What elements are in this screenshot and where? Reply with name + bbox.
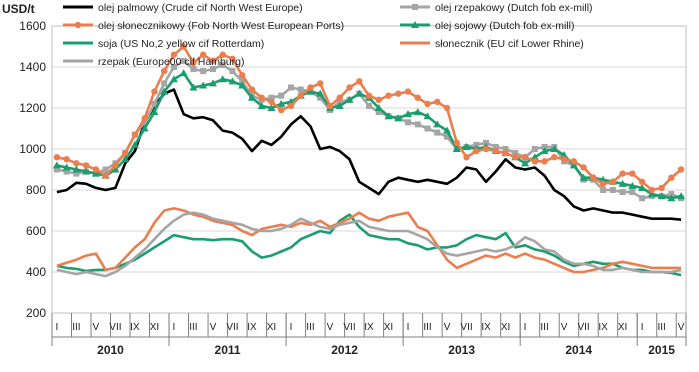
data-point [141, 115, 147, 121]
y-tick-label: 1000 [19, 142, 46, 156]
data-point [415, 95, 421, 101]
legend-label: olej słonecznikowy (Fob North West European Ports) [98, 20, 345, 32]
year-label: 2013 [448, 343, 476, 357]
data-point [434, 99, 440, 105]
data-point [473, 148, 479, 154]
data-point [239, 72, 245, 78]
data-point [600, 181, 606, 187]
data-point [610, 179, 616, 185]
data-point [639, 195, 645, 201]
y-tick-label: 200 [25, 306, 46, 320]
data-point [532, 158, 538, 164]
data-point [327, 103, 333, 109]
data-point [122, 150, 128, 156]
data-point [590, 175, 596, 181]
legend-label: olej sojowy (Dutch fob ex-mill) [435, 20, 575, 32]
legend-marker [75, 22, 81, 28]
data-point [54, 154, 60, 160]
x-tick-label: V [677, 322, 685, 333]
data-point [678, 166, 684, 172]
x-tick-label: III [306, 322, 315, 333]
data-point [502, 150, 508, 156]
data-point [405, 88, 411, 94]
y-axis-label: USD/t [2, 2, 35, 16]
x-tick-label: XI [149, 322, 160, 333]
year-label: 2015 [648, 343, 675, 357]
x-tick-label: VII [460, 322, 473, 333]
data-point [541, 158, 547, 164]
x-tick-label: III [72, 322, 81, 333]
data-point [259, 95, 265, 101]
x-tick-label: XI [500, 322, 511, 333]
data-point [610, 187, 616, 193]
data-point [561, 156, 567, 162]
data-point [522, 154, 528, 160]
x-tick-label: XI [617, 322, 628, 333]
x-tick-label: III [189, 322, 198, 333]
x-tick-label: XI [383, 322, 394, 333]
data-point [425, 126, 431, 132]
legend-marker [412, 4, 418, 10]
data-point [532, 146, 538, 152]
data-point [337, 95, 343, 101]
data-point [493, 148, 499, 154]
data-point [288, 85, 294, 91]
x-tick-label: IX [130, 322, 140, 333]
data-point [668, 175, 674, 181]
data-point [483, 146, 489, 152]
data-point [600, 187, 606, 193]
y-tick-label: 800 [25, 183, 46, 197]
data-point [454, 140, 460, 146]
series-4 [53, 69, 685, 201]
x-tick-label: V [443, 322, 451, 333]
data-point [366, 93, 372, 99]
data-point [102, 172, 108, 178]
x-tick-label: IX [247, 322, 257, 333]
data-point [298, 87, 304, 93]
data-point [200, 68, 206, 74]
data-point [405, 119, 411, 125]
x-tick-label: V [326, 322, 334, 333]
y-tick-label: 600 [25, 224, 46, 238]
data-point [298, 93, 304, 99]
data-point [444, 105, 450, 111]
data-point [288, 103, 294, 109]
x-tick-label: VII [577, 322, 590, 333]
data-point [132, 131, 138, 137]
data-point [317, 80, 323, 86]
data-point [93, 166, 99, 172]
x-tick-label: VII [343, 322, 356, 333]
data-point [385, 93, 391, 99]
x-tick-label: IX [481, 322, 491, 333]
year-label: 2011 [214, 343, 241, 357]
data-point [649, 187, 655, 193]
legend-item-5 [400, 38, 584, 50]
x-tick-label: III [540, 322, 549, 333]
series-line-6 [57, 213, 681, 277]
legend [63, 2, 593, 68]
data-point [83, 162, 89, 168]
data-point [161, 80, 167, 86]
x-tick-label: I [172, 322, 176, 333]
data-point [151, 88, 157, 94]
x-tick-label: XI [266, 322, 277, 333]
data-point [161, 68, 167, 74]
y-tick-label: 1200 [19, 101, 46, 115]
year-label: 2012 [331, 343, 358, 357]
data-point [366, 103, 372, 109]
x-tick-label: IX [598, 322, 608, 333]
x-tick-label: I [523, 322, 527, 333]
x-tick-label: I [406, 322, 410, 333]
series-layer [53, 43, 685, 276]
legend-label: słonecznik (EU cif Lower Rhine) [435, 38, 584, 50]
axes [19, 19, 686, 357]
data-point [395, 90, 401, 96]
x-tick-label: VII [226, 322, 239, 333]
y-tick-label: 1600 [19, 19, 46, 33]
x-tick-label: V [209, 322, 217, 333]
data-point [278, 93, 284, 99]
legend-item-0 [63, 2, 303, 14]
series-6 [57, 213, 681, 277]
year-label: 2014 [565, 343, 593, 357]
x-tick-label: I [640, 322, 644, 333]
data-point [658, 185, 664, 191]
series-3 [54, 58, 684, 201]
data-point [307, 84, 313, 90]
data-point [356, 78, 362, 84]
legend-label: olej rzepakowy (Dutch fob ex-mill) [435, 2, 593, 14]
data-point [112, 162, 118, 168]
legend-item-2 [63, 38, 264, 50]
x-tick-label: I [55, 322, 59, 333]
data-point [580, 164, 586, 170]
data-point [346, 84, 352, 90]
x-tick-label: V [92, 322, 100, 333]
data-point [424, 101, 430, 107]
legend-label: soja (US No,2 yellow cif Rotterdam) [98, 38, 265, 50]
data-point [229, 68, 235, 74]
x-tick-label: V [560, 322, 568, 333]
x-tick-label: III [657, 322, 666, 333]
x-tick-label: VII [109, 322, 122, 333]
data-point [434, 130, 440, 136]
legend-item-6 [63, 56, 244, 68]
x-tick-label: III [423, 322, 432, 333]
data-point [463, 154, 469, 160]
data-point [73, 160, 79, 166]
data-point [180, 69, 188, 76]
data-point [278, 107, 284, 113]
data-point [620, 189, 626, 195]
x-tick-label: IX [364, 322, 374, 333]
x-tick-label: I [289, 322, 293, 333]
legend-item-1 [63, 20, 344, 32]
year-label: 2010 [97, 343, 124, 357]
data-point [268, 99, 274, 105]
legend-label: rzepak (Europe00 cif Hamburg) [98, 56, 245, 68]
data-point [571, 158, 577, 164]
data-point [629, 170, 635, 176]
data-point [376, 97, 382, 103]
data-point [415, 121, 421, 127]
data-point [512, 154, 518, 160]
y-tick-label: 1400 [19, 60, 46, 74]
data-point [551, 154, 557, 160]
y-tick-label: 400 [25, 265, 46, 279]
data-point [63, 156, 69, 162]
legend-item-3 [400, 2, 593, 14]
data-point [619, 170, 625, 176]
legend-label: olej palmowy (Crude cif North West Europe) [98, 2, 303, 14]
legend-item-4 [400, 20, 574, 32]
data-point [249, 86, 255, 92]
data-point [629, 189, 635, 195]
data-point [639, 179, 645, 185]
